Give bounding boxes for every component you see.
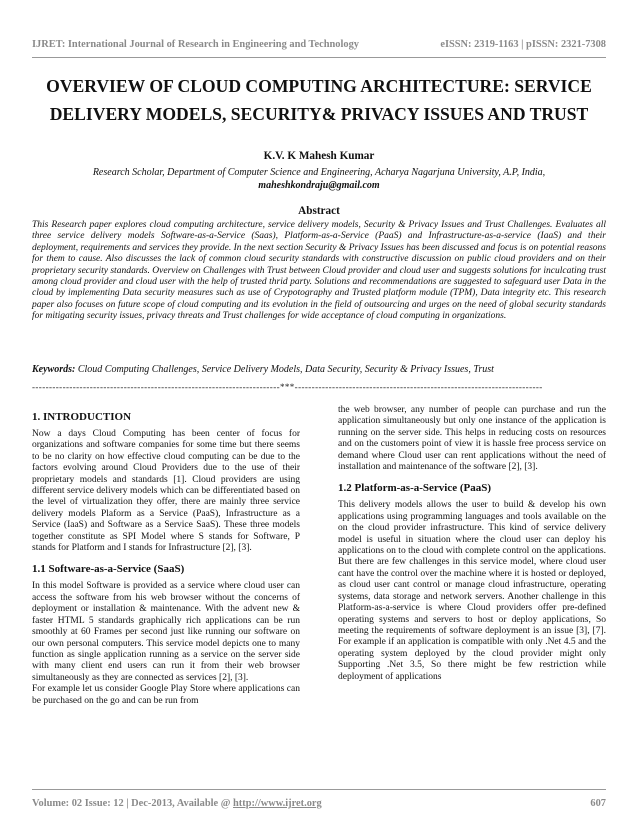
title-line-2: DELIVERY MODELS, SECURITY& PRIVACY ISSUES AND TRUST bbox=[49, 104, 589, 124]
introduction-heading: 1. INTRODUCTION bbox=[32, 411, 132, 423]
author-name: K.V. K Mahesh Kumar bbox=[263, 150, 375, 162]
footer-volume-text: Volume: 02 Issue: 12 | Dec-2013, Available @ bbox=[32, 798, 233, 809]
saas-paragraph-1: In this model Software is provided as a service where cloud user can access the software from his web browser without the concerns of deployment or installation & maintenance. With the advent new & faster HTML 5 standards graphically rich applications can be run smoothly at 60 Frames per second just like running our software on our own personal computers. This service model depicts one to many function as single application running as a service on the server side with many client end users can run it from their web browser simultaneously as they are connected as services [2], [3]. bbox=[32, 581, 300, 683]
abstract-text: This Research paper explores cloud computing architecture, service delivery models, Security & Privacy Issues and Trust Challenges. Evaluates all three service delivery models Software-as-a-Service (Saas), Platform-as-a-Service (PaaS) and Infrastructure-as-a-service (IaaS) and their deployment, requirements and services they provide. In the next section Security & Privacy Issues has been discussed and focus is on potential reasons for them to cause. Also discusses the lack of common cloud security standards with constructive discussion on public cloud providers and on their proprietary security standards. Overview on Challenges with Trust between Cloud provider and cloud user and suggests solutions for inculcating trust among cloud provider and cloud user with the help of trusted thrid party. Solutions and recommendations are suggested to safeguard user Data in the cloud by implementing Data security measures such as use of Crypotography and Trusted platform module (TPM), Data integrity etc. This research paper also focuses on future scope of cloud computing and its evolution in the field of outsourcing and urges on the need of global security standards for mitigating security issues, privacy threats and Trust challenges for wide acceptance of cloud computing in organizations. bbox=[32, 220, 606, 322]
page-footer bbox=[32, 798, 606, 809]
saas-paragraph-2: For example let us consider Google Play Store where applications can be purchased on the go and can be run from bbox=[32, 684, 300, 706]
footer-divider bbox=[32, 789, 606, 790]
right-column bbox=[338, 405, 606, 692]
author-affiliation bbox=[40, 167, 598, 192]
header-divider bbox=[32, 57, 606, 58]
paper-title bbox=[40, 72, 598, 128]
keywords-list: Cloud Computing Challenges, Service Delivery Models, Data Security, Security & Privacy Issues, Trust bbox=[75, 364, 494, 375]
abstract-heading: Abstract bbox=[298, 205, 340, 217]
affiliation-text: Research Scholar, Department of Computer Science and Engineering, Acharya Nagarjuna University, A.P, India, bbox=[92, 167, 546, 178]
running-header bbox=[32, 39, 606, 50]
keywords-label: Keywords: bbox=[32, 364, 76, 375]
section-separator: -------------------------------------------------------------------------***------------------------------------------------------------------------- bbox=[32, 382, 543, 392]
footer-volume-info bbox=[32, 798, 322, 809]
saas-heading: 1.1 Software-as-a-Service (SaaS) bbox=[32, 563, 185, 576]
keywords bbox=[32, 364, 606, 375]
journal-name: IJRET: International Journal of Research in Engineering and Technology bbox=[32, 39, 359, 50]
page-number: 607 bbox=[590, 798, 606, 809]
introduction-paragraph: Now a days Cloud Computing has been center of focus for organizations and software companies for some time but there seems to be no clarity on how effective cloud computing can be due to the factors evolving around Cloud Providers due to the use of their proprietary models and standards [1]. Cloud providers are using different service delivery models which can be differentiated based on the level of virtualization they offer, there are mainly three service delivery models Plaform as a Service (PaaS), Infrastructure as a Service (IaaS) and Software as a Service SaaS). These three models together constitute as SPI Model where S stands for Software, P stands for Platform and I stands for Infrastructure [2], [3]. bbox=[32, 429, 300, 554]
author-email: maheshkondraju@gmail.com bbox=[258, 179, 380, 191]
paas-heading: 1.2 Platform-as-a-Service (PaaS) bbox=[338, 482, 492, 495]
paas-paragraph: This delivery models allows the user to build & develop his own applications using programming languages and tools available on the on the cloud provider infrastructure. This kind of service delivery model is useful in situation where the cloud user can deploy his applications on to the cloud with complete control on the applications. But there are few challenges in this service model, where cloud user cant have the control over the machine where it is hosted or deployed, as cloud user cant control or manage cloud infrastructure, operating systems, data storage and network servers. Another challenge in this Platform-as-a-service is where Cloud providers offer pre-defined operating systems and servers to host or deploy applications, So meeting the requirements of software deployment is an issue [3], [7]. For example if an application is compatible with only .Net 4.5 and the operating system deployed by the cloud provider might only Supporting .Net 3.5, So there might be few restriction while deployment of applications bbox=[338, 500, 606, 682]
saas-continuation-paragraph: the web browser, any number of people can purchase and run the application simultaneously but only one instance of the application is running on the server side. This helps in reducing costs on resources and on the customers point of view it is hassle free process service on demand where Cloud user can rent applications without the need of installation and maintenance of the software [2], [3]. bbox=[338, 405, 606, 473]
title-line-1: OVERVIEW OF CLOUD COMPUTING ARCHITECTURE: SERVICE bbox=[46, 76, 592, 96]
journal-website-link[interactable]: http://www.ijret.org bbox=[233, 798, 322, 809]
left-column bbox=[32, 405, 300, 716]
issn-numbers: eISSN: 2319-1163 | pISSN: 2321-7308 bbox=[440, 39, 606, 50]
